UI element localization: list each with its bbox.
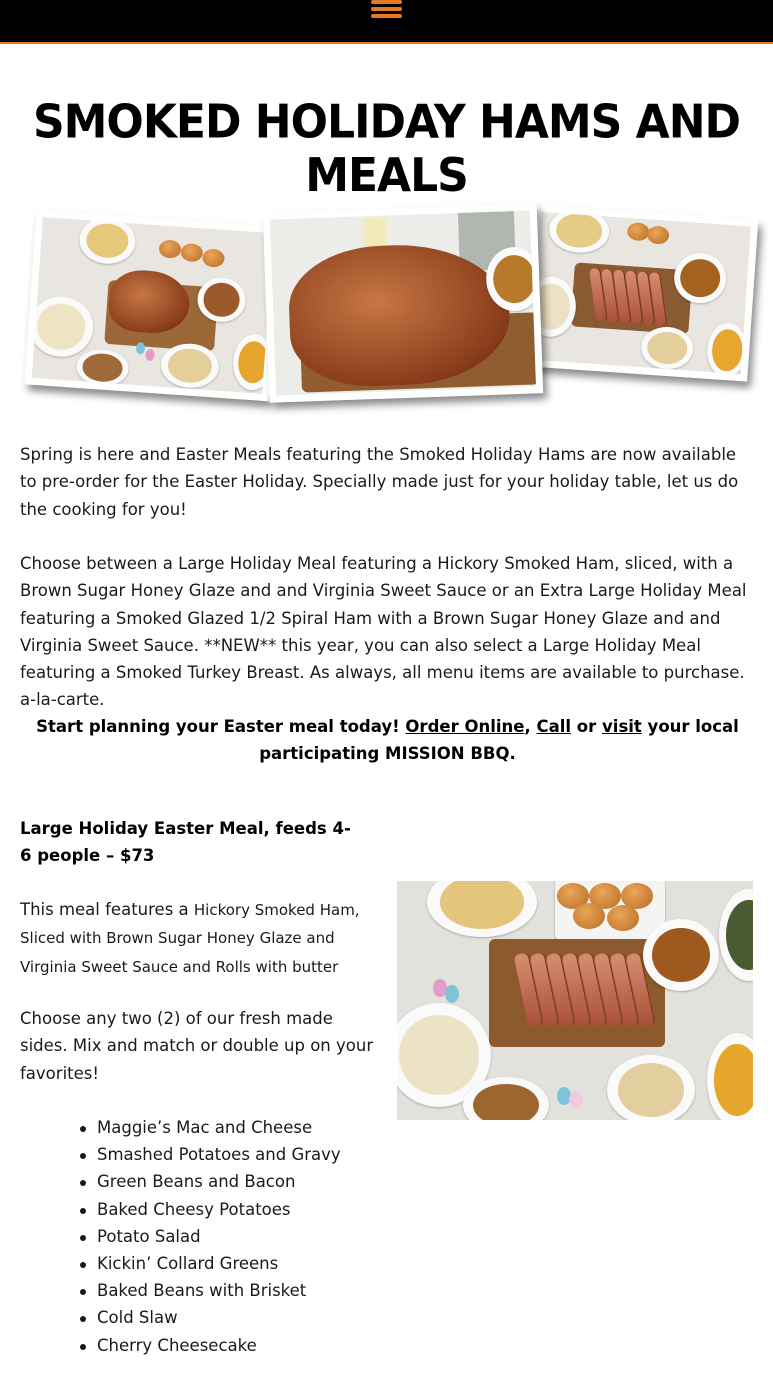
cta-lead-text: Start planning your Easter meal today! <box>36 717 406 736</box>
cta-or-text: or <box>571 717 603 736</box>
hamburger-menu-icon[interactable] <box>371 0 403 20</box>
menu-line <box>371 14 402 18</box>
cta-tail-text: your local participating MISSION BBQ. <box>259 717 739 764</box>
ham-meal-spread-photo <box>24 210 281 402</box>
list-item: Smashed Potatoes and Gravy <box>97 1141 397 1168</box>
sides-list <box>97 1114 397 1359</box>
menu-line <box>371 0 402 4</box>
order-online-link[interactable]: Order Online <box>405 717 525 736</box>
menu-line <box>371 7 402 11</box>
list-item: Cold Slaw <box>97 1304 397 1331</box>
page-title: SMOKED HOLIDAY HAMS AND MEALS <box>32 95 741 203</box>
large-holiday-meal-photo <box>397 881 753 1120</box>
list-item: Cherry Cheesecake <box>97 1332 397 1359</box>
intro-paragraph-2: Choose between a Large Holiday Meal featuring a Hickory Smoked Ham, sliced, with a Brown Sugar Honey Glaze and and Virginia Sweet Sauce or an Extra Large Holiday Meal featuring a Smoked Glazed 1/2 Spiral Ham with a Brown Sugar Honey Glaze and and Virginia Sweet Sauce. **NEW** this year, you can also select a Large Holiday Meal featuring a Smoked Turkey Breast. As always, all menu items are available to purchase. a-la-carte. <box>20 554 747 710</box>
sliced-ham-meal-photo <box>523 204 759 381</box>
meal-title: Large Holiday Easter Meal, feeds 4-6 people – $73 <box>20 819 351 866</box>
meal-description-lead: This meal features a <box>20 900 194 919</box>
cta-separator: , <box>524 717 537 736</box>
sides-intro: Choose any two (2) of our fresh made sides. Mix and match or double up on your favorites! <box>20 1009 374 1083</box>
call-link[interactable]: Call <box>536 717 572 736</box>
photo-collage <box>20 200 760 415</box>
list-item: Green Beans and Bacon <box>97 1168 397 1195</box>
whole-spiral-ham-photo <box>263 203 543 402</box>
meal-description <box>20 896 380 981</box>
list-item: Baked Cheesy Potatoes <box>97 1196 397 1223</box>
intro-paragraph-1: Spring is here and Easter Meals featuring the Smoked Holiday Hams are now available to pre-order for the Easter Holiday. Specially made just for your holiday table, let us do the cooking for you! <box>20 445 739 519</box>
visit-link[interactable]: visit <box>602 717 642 736</box>
list-item: Potato Salad <box>97 1223 397 1250</box>
list-item: Kickin’ Collard Greens <box>97 1250 397 1277</box>
call-to-action <box>20 713 755 768</box>
meal-description-details: Hickory Smoked Ham, Sliced with Brown Sugar Honey Glaze and Virginia Sweet Sauce and Rolls with butter <box>20 901 360 976</box>
top-navigation-bar <box>0 0 773 44</box>
list-item: Baked Beans with Brisket <box>97 1277 397 1304</box>
list-item: Maggie’s Mac and Cheese <box>97 1114 397 1141</box>
